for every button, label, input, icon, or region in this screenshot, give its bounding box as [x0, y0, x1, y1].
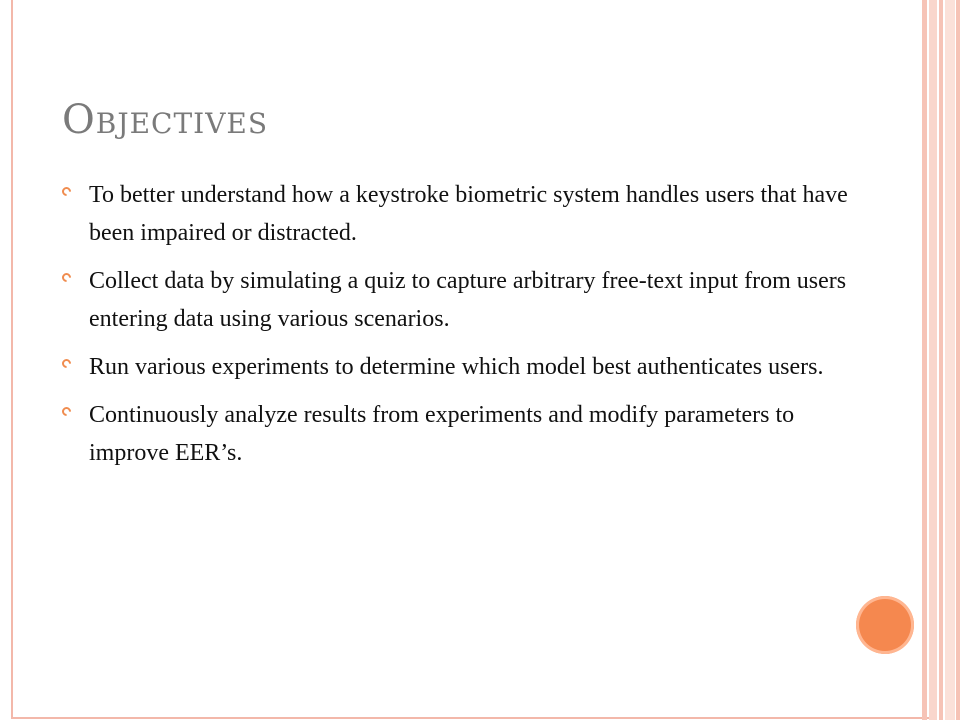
bullet-text: Collect data by simulating a quiz to capture arbitrary free-text input from users entering data using various scenarios.: [89, 268, 847, 332]
stripe: [945, 0, 955, 720]
bullet-text: To better understand how a keystroke biometric system handles users that have been impaired or distracted.: [89, 182, 848, 246]
ring-bullet-icon: [60, 271, 73, 284]
bullet-text: Continuously analyze results from experiments and modify parameters to improve EER’s.: [89, 402, 795, 466]
ring-bullet-icon: [60, 357, 73, 370]
right-stripes: [922, 0, 960, 720]
bullet-item: [62, 348, 852, 386]
ring-bullet-icon: [60, 405, 73, 418]
bullet-item: [62, 396, 852, 472]
stripe: [939, 0, 943, 720]
stripe: [922, 0, 927, 720]
orange-circle-icon: [856, 596, 914, 654]
ring-bullet-icon: [60, 185, 73, 198]
bullet-item: [62, 176, 852, 252]
bullet-text: Run various experiments to determine which model best authenticates users.: [89, 354, 824, 380]
stripe: [956, 0, 960, 720]
bullet-item: [62, 262, 852, 338]
slide-title: Objectives: [62, 97, 269, 143]
stripe: [929, 0, 937, 720]
bullet-list: [62, 176, 852, 482]
